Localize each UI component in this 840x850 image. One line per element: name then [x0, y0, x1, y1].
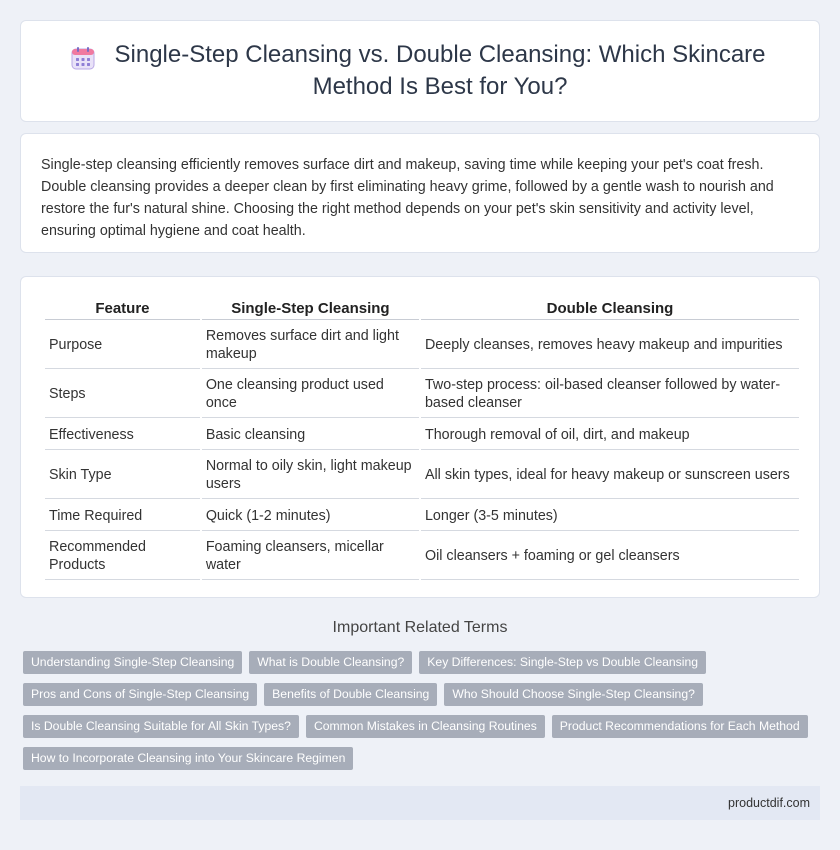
table-row: [45, 452, 799, 499]
title-card: [20, 20, 820, 122]
row-feature: Steps: [45, 371, 200, 418]
related-term-link[interactable]: Key Differences: Single-Step vs Double Cleansing: [419, 651, 706, 674]
row-feature: Skin Type: [45, 452, 200, 499]
intro-paragraph: Single-step cleansing efficiently removes surface dirt and makeup, saving time while keeping your pet's coat fresh. Double cleansing provides a deeper clean by first eliminating heavy grime, followed by a gentle wash to nourish and restore the fur's natural shine. Choosing the right method depends on your pet's skin sensitivity and activity level, ensuring optimal hygiene and coat health.: [41, 157, 774, 239]
row-double: Deeply cleanses, removes heavy makeup and impurities: [421, 322, 799, 369]
related-term-link[interactable]: Is Double Cleansing Suitable for All Skin Types?: [23, 715, 299, 738]
related-term-link[interactable]: Benefits of Double Cleansing: [264, 683, 437, 706]
intro-card: [20, 133, 820, 253]
row-single-step: One cleansing product used once: [202, 371, 419, 418]
page-title: Single-Step Cleansing vs. Double Cleansing: Which Skincare Method Is Best for You?: [114, 41, 766, 100]
table-row: [45, 533, 799, 580]
row-feature: Effectiveness: [45, 420, 200, 450]
row-feature: Purpose: [45, 322, 200, 369]
comparison-card: [20, 276, 820, 598]
related-term-link[interactable]: Pros and Cons of Single-Step Cleansing: [23, 683, 257, 706]
row-double: Oil cleansers + foaming or gel cleansers: [421, 533, 799, 580]
row-double: All skin types, ideal for heavy makeup or sunscreen users: [421, 452, 799, 499]
row-feature: Recommended Products: [45, 533, 200, 580]
related-terms-title: Important Related Terms: [332, 619, 508, 636]
related-term-link[interactable]: What is Double Cleansing?: [249, 651, 412, 674]
table-row: [45, 501, 799, 531]
table-row: [45, 420, 799, 450]
related-term-link[interactable]: Common Mistakes in Cleansing Routines: [306, 715, 545, 738]
row-double: Thorough removal of oil, dirt, and makeup: [421, 420, 799, 450]
row-single-step: Removes surface dirt and light makeup: [202, 322, 419, 369]
row-double: Two-step process: oil-based cleanser followed by water-based cleanser: [421, 371, 799, 418]
table-row: [45, 371, 799, 418]
row-single-step: Foaming cleansers, micellar water: [202, 533, 419, 580]
related-term-link[interactable]: Who Should Choose Single-Step Cleansing?: [444, 683, 703, 706]
footer-site-link[interactable]: productdif.com: [728, 796, 810, 810]
header-single-step: Single-Step Cleansing: [202, 297, 419, 320]
related-term-link[interactable]: Understanding Single-Step Cleansing: [23, 651, 242, 674]
row-feature: Time Required: [45, 501, 200, 531]
row-double: Longer (3-5 minutes): [421, 501, 799, 531]
related-term-link[interactable]: How to Incorporate Cleansing into Your Skincare Regimen: [23, 747, 353, 770]
related-term-link[interactable]: Product Recommendations for Each Method: [552, 715, 808, 738]
footer: [20, 786, 820, 820]
comparison-table: [43, 295, 801, 582]
row-single-step: Basic cleansing: [202, 420, 419, 450]
calendar-icon: [70, 45, 96, 71]
row-single-step: Quick (1-2 minutes): [202, 501, 419, 531]
table-row: [45, 322, 799, 369]
header-double: Double Cleansing: [421, 297, 799, 320]
row-single-step: Normal to oily skin, light makeup users: [202, 452, 419, 499]
related-terms-list: [23, 651, 823, 779]
header-feature: Feature: [45, 297, 200, 320]
table-header-row: [45, 297, 799, 320]
